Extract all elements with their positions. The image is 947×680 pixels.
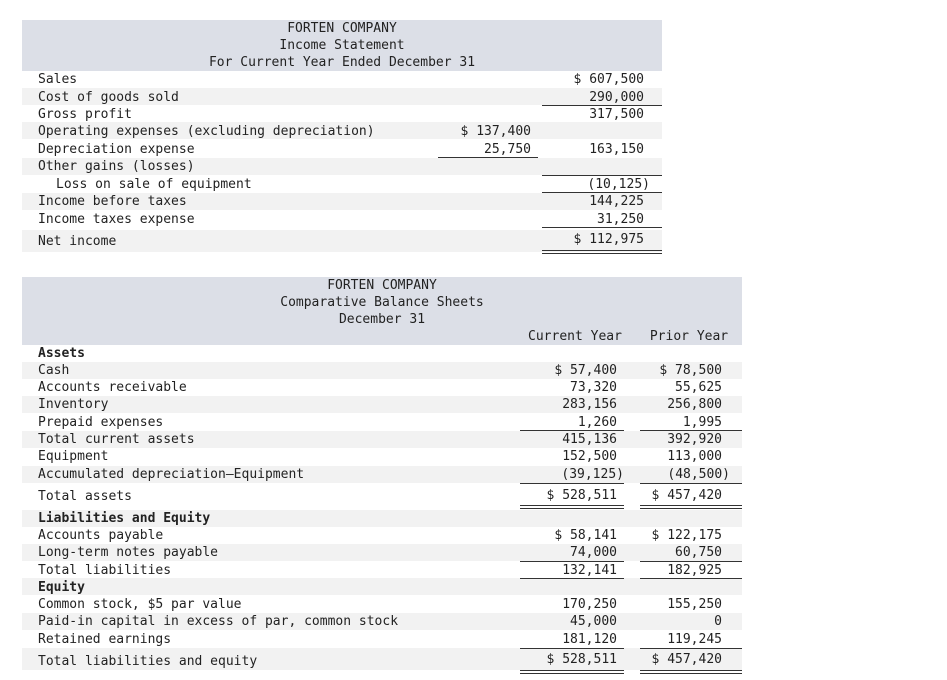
bs-row-current: 283,156	[562, 397, 617, 412]
bs-row-current: 415,136	[562, 432, 617, 447]
bs-row-label: Accounts payable	[38, 528, 164, 543]
bs-row-prior: $ 457,420	[651, 488, 722, 503]
bs-row-prior: (48,500)	[667, 467, 730, 482]
is-row-label: Gross profit	[38, 107, 132, 122]
bs-row-prior: 392,920	[667, 432, 722, 447]
bs-date: December 31	[338, 312, 426, 327]
bs-row-label: Common stock, $5 par value	[38, 597, 242, 612]
is-row-total: $ 607,500	[573, 72, 644, 87]
bs-row-label: Retained earnings	[38, 632, 172, 647]
is-row-label: Depreciation expense	[38, 142, 195, 157]
bs-row-current: 152,500	[562, 449, 617, 464]
bs-row-label: Cash	[38, 363, 70, 378]
bs-row-label: Accumulated depreciation—Equipment	[38, 467, 305, 482]
bs-row-label: Total current assets	[38, 432, 195, 447]
is-row-subtotal: 25,750	[484, 142, 531, 157]
bs-row-prior: 60,750	[675, 545, 722, 560]
is-row-label: Income taxes expense	[38, 212, 195, 227]
is-title: Income Statement	[279, 38, 405, 53]
is-period: For Current Year Ended December 31	[208, 55, 476, 70]
bs-row-prior: 182,925	[667, 563, 722, 578]
bs-row-current: $ 58,141	[554, 528, 617, 543]
bs-row-prior: 256,800	[667, 397, 722, 412]
is-row-label: Income before taxes	[38, 194, 187, 209]
is-row-total: 290,000	[589, 90, 644, 105]
bs-row-current: 45,000	[570, 614, 617, 629]
is-row-total: 317,500	[589, 107, 644, 122]
bs-row-current: 181,120	[562, 632, 617, 647]
bs-row-label: Total assets	[38, 489, 132, 504]
bs-row-label: Total liabilities	[38, 563, 172, 578]
bs-row-prior: 155,250	[667, 597, 722, 612]
bs-row-current: 170,250	[562, 597, 617, 612]
bs-row-prior: 113,000	[667, 449, 722, 464]
is-row-label: Cost of goods sold	[38, 90, 179, 105]
bs-row-current: 73,320	[570, 380, 617, 395]
is-row-label: Net income	[38, 234, 117, 249]
bs-row-label: Long-term notes payable	[38, 545, 219, 560]
bs-row-prior: 1,995	[682, 415, 722, 430]
bs-row-current: 74,000	[570, 545, 617, 560]
bs-section-heading: Equity	[38, 580, 85, 595]
bs-row-label: Inventory	[38, 397, 109, 412]
bs-row-prior: 119,245	[667, 632, 722, 647]
is-row-label: Operating expenses (excluding depreciation)	[38, 124, 375, 139]
is-row-label: Sales	[38, 72, 78, 87]
bs-row-current: $ 528,511	[546, 652, 617, 667]
is-row-label: Other gains (losses)	[38, 159, 195, 174]
bs-row-label: Equipment	[38, 449, 109, 464]
bs-col-prior-year: Prior Year	[649, 329, 729, 344]
bs-row-prior: $ 78,500	[659, 363, 722, 378]
is-row-subtotal: $ 137,400	[460, 124, 531, 139]
is-row-total: $ 112,975	[573, 232, 644, 247]
bs-row-current: $ 57,400	[554, 363, 617, 378]
is-row-total: 31,250	[597, 212, 644, 227]
bs-row-prior: 55,625	[675, 380, 722, 395]
bs-row-label: Total liabilities and equity	[38, 654, 258, 669]
bs-row-current: $ 528,511	[546, 488, 617, 503]
bs-row-prior: $ 122,175	[651, 528, 722, 543]
bs-section-heading: Assets	[38, 346, 85, 361]
bs-row-current: (39,125)	[561, 467, 624, 482]
bs-row-label: Accounts receivable	[38, 380, 187, 395]
bs-row-current: 1,260	[577, 415, 617, 430]
is-company-name: FORTEN COMPANY	[287, 21, 397, 36]
bs-row-label: Prepaid expenses	[38, 415, 164, 430]
bs-title: Comparative Balance Sheets	[280, 295, 484, 310]
is-row-total: (10,125)	[587, 177, 650, 192]
is-row-total: 163,150	[589, 142, 644, 157]
bs-row-prior: 0	[714, 614, 722, 629]
is-row-total: 144,225	[589, 194, 644, 209]
bs-col-current-year: Current Year	[528, 329, 622, 344]
bs-section-heading: Liabilities and Equity	[38, 511, 211, 526]
bs-company-name: FORTEN COMPANY	[327, 278, 437, 293]
is-row-label: Loss on sale of equipment	[56, 177, 252, 192]
bs-row-current: 132,141	[562, 563, 617, 578]
bs-row-prior: $ 457,420	[651, 652, 722, 667]
bs-row-label: Paid-in capital in excess of par, common stock	[38, 614, 399, 629]
